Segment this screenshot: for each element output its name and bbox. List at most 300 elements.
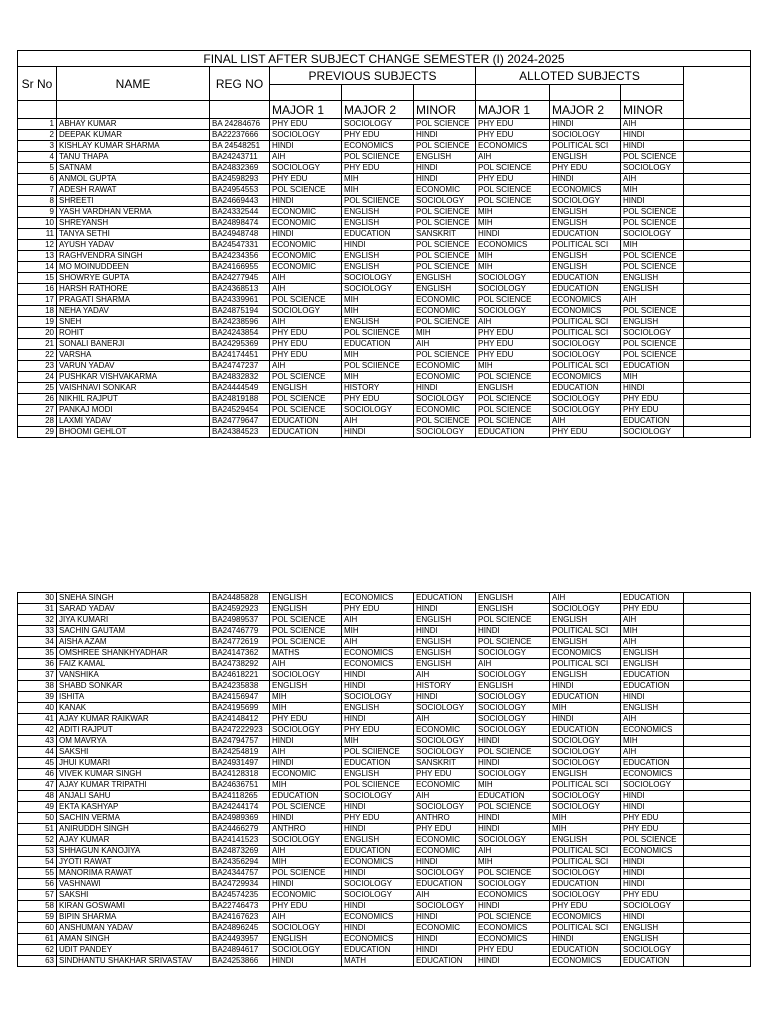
prev-minor-cell: SOCIOLOGY: [414, 703, 476, 714]
alloted-minor-cell: ECONOMICS: [621, 725, 684, 736]
blank-cell: [684, 879, 751, 890]
alloted-minor-cell: HINDI: [621, 912, 684, 923]
prev-major2-cell: SOCIOLOGY: [342, 119, 414, 130]
prev-major1-cell: PHY EDU: [270, 328, 342, 339]
blank-cell: [684, 119, 751, 130]
blank-cell: [684, 857, 751, 868]
table-row: [18, 846, 751, 857]
prev-minor-cell: SANSKRIT: [414, 758, 476, 769]
prev-minor-cell: EDUCATION: [414, 879, 476, 890]
reg-no-cell: BA 24548251: [210, 141, 270, 152]
reg-no-cell: BA24344757: [210, 868, 270, 879]
prev-major1-cell: POL SCIENCE: [270, 185, 342, 196]
alloted-minor-cell: ENGLISH: [621, 273, 684, 284]
alloted-major1-cell: POL SCIENCE: [476, 394, 550, 405]
prev-major1-cell: HINDI: [270, 956, 342, 967]
sr-no-cell: 42: [18, 725, 57, 736]
prev-major2-cell: ECONOMICS: [342, 912, 414, 923]
alloted-minor-cell: PHY EDU: [621, 394, 684, 405]
blank-cell: [684, 295, 751, 306]
blank-cell: [684, 240, 751, 251]
blank-cell: [57, 101, 210, 119]
alloted-major1-cell: PHY EDU: [476, 339, 550, 350]
alloted-major2-cell: POLITICAL SCI: [550, 846, 621, 857]
reg-no-cell: BA24779647: [210, 416, 270, 427]
blank-cell: [18, 101, 57, 119]
blank-cell: [684, 736, 751, 747]
alloted-major1-cell: EDUCATION: [476, 791, 550, 802]
alloted-minor-cell: MIH: [621, 626, 684, 637]
prev-major2-cell: ENGLISH: [342, 207, 414, 218]
prev-major1-cell: ENGLISH: [270, 593, 342, 604]
name-cell: AMAN SINGH: [57, 934, 210, 945]
name-cell: ANSHUMAN YADAV: [57, 923, 210, 934]
sr-no-cell: 49: [18, 802, 57, 813]
prev-major2-cell: HINDI: [342, 681, 414, 692]
reg-no-cell: BA24147362: [210, 648, 270, 659]
prev-major2-cell: MIH: [342, 736, 414, 747]
sr-no-cell: 37: [18, 670, 57, 681]
reg-no-cell: BA24174451: [210, 350, 270, 361]
alloted-major2-cell: POLITICAL SCI: [550, 780, 621, 791]
prev-minor-cell: HINDI: [414, 163, 476, 174]
alloted-major1-cell: SOCIOLOGY: [476, 769, 550, 780]
reg-no-cell: BA24485828: [210, 593, 270, 604]
name-cell: ANIRUDDH SINGH: [57, 824, 210, 835]
alloted-minor-cell: EDUCATION: [621, 758, 684, 769]
alloted-minor-cell: HINDI: [621, 130, 684, 141]
alloted-major1-cell: AIH: [476, 659, 550, 670]
blank-cell: [621, 85, 684, 101]
name-cell: SATNAM: [57, 163, 210, 174]
prev-major2-cell: PHY EDU: [342, 604, 414, 615]
name-cell: PRAGATI SHARMA: [57, 295, 210, 306]
prev-major2-cell: MIH: [342, 350, 414, 361]
sr-no-cell: 31: [18, 604, 57, 615]
table-row: [18, 703, 751, 714]
alloted-major1-cell: POL SCIENCE: [476, 372, 550, 383]
table-row: [18, 879, 751, 890]
prev-major1-cell: MIH: [270, 857, 342, 868]
table-row: [18, 835, 751, 846]
alloted-minor-cell: SOCIOLOGY: [621, 780, 684, 791]
alloted-minor-cell: AIH: [621, 747, 684, 758]
name-cell: KISHLAY KUMAR SHARMA: [57, 141, 210, 152]
name-cell: AISHA AZAM: [57, 637, 210, 648]
table-row: [18, 637, 751, 648]
prev-minor-cell: EDUCATION: [414, 956, 476, 967]
alloted-major1-cell: PHY EDU: [476, 130, 550, 141]
alloted-major2-cell: SOCIOLOGY: [550, 747, 621, 758]
header-name: NAME: [57, 67, 210, 101]
prev-minor-cell: ENGLISH: [414, 659, 476, 670]
alloted-major2-cell: POLITICAL SCI: [550, 240, 621, 251]
prev-major1-cell: MIH: [270, 692, 342, 703]
blank-cell: [210, 101, 270, 119]
prev-minor-cell: SOCIOLOGY: [414, 802, 476, 813]
alloted-minor-cell: MIH: [621, 372, 684, 383]
blank-cell: [684, 835, 751, 846]
blank-cell: [684, 185, 751, 196]
alloted-major2-cell: ENGLISH: [550, 207, 621, 218]
prev-major1-cell: ANTHRO: [270, 824, 342, 835]
table-row: [18, 295, 751, 306]
alloted-major2-cell: EDUCATION: [550, 383, 621, 394]
alloted-major2-cell: ENGLISH: [550, 670, 621, 681]
reg-no-cell: BA24592923: [210, 604, 270, 615]
prev-major2-cell: ENGLISH: [342, 703, 414, 714]
name-cell: EKTA KASHYAP: [57, 802, 210, 813]
reg-no-cell: BA24277945: [210, 273, 270, 284]
sr-no-cell: 43: [18, 736, 57, 747]
reg-no-cell: BA24989369: [210, 813, 270, 824]
blank-cell: [684, 196, 751, 207]
sr-no-cell: 19: [18, 317, 57, 328]
table-row: [18, 747, 751, 758]
blank-cell: [684, 130, 751, 141]
alloted-minor-cell: AIH: [621, 119, 684, 130]
alloted-major1-cell: ECONOMICS: [476, 923, 550, 934]
alloted-minor-cell: ENGLISH: [621, 648, 684, 659]
prev-major1-cell: AIH: [270, 747, 342, 758]
table-row: [18, 769, 751, 780]
alloted-major2-cell: POLITICAL SCI: [550, 141, 621, 152]
alloted-major2-cell: ECONOMICS: [550, 372, 621, 383]
alloted-major1-cell: HINDI: [476, 956, 550, 967]
alloted-minor-cell: POL SCIENCE: [621, 262, 684, 273]
header-prev-major2: MAJOR 2: [342, 101, 414, 119]
alloted-minor-cell: MIH: [621, 185, 684, 196]
blank-cell: [684, 692, 751, 703]
prev-major1-cell: AIH: [270, 317, 342, 328]
prev-minor-cell: SOCIOLOGY: [414, 736, 476, 747]
blank-cell: [684, 725, 751, 736]
alloted-major2-cell: ECONOMICS: [550, 912, 621, 923]
reg-no-cell: BA24954553: [210, 185, 270, 196]
blank-cell: [342, 85, 414, 101]
blank-cell: [684, 912, 751, 923]
sr-no-cell: 56: [18, 879, 57, 890]
alloted-major2-cell: EDUCATION: [550, 879, 621, 890]
alloted-minor-cell: POL SCIENCE: [621, 207, 684, 218]
prev-major2-cell: EDUCATION: [342, 339, 414, 350]
sr-no-cell: 52: [18, 835, 57, 846]
blank-cell: [684, 780, 751, 791]
alloted-major1-cell: POL SCIENCE: [476, 802, 550, 813]
prev-major1-cell: EDUCATION: [270, 416, 342, 427]
prev-minor-cell: POL SCIENCE: [414, 207, 476, 218]
prev-major2-cell: ENGLISH: [342, 262, 414, 273]
alloted-minor-cell: EDUCATION: [621, 593, 684, 604]
header-previous-subjects: PREVIOUS SUBJECTS: [270, 67, 476, 85]
prev-minor-cell: HISTORY: [414, 681, 476, 692]
sr-no-cell: 55: [18, 868, 57, 879]
name-cell: TANYA SETHI: [57, 229, 210, 240]
alloted-major2-cell: MIH: [550, 813, 621, 824]
prev-major2-cell: MIH: [342, 626, 414, 637]
reg-no-cell: BA24238596: [210, 317, 270, 328]
alloted-major1-cell: PHY EDU: [476, 119, 550, 130]
reg-no-cell: BA24368513: [210, 284, 270, 295]
sr-no-cell: 59: [18, 912, 57, 923]
prev-major2-cell: HINDI: [342, 901, 414, 912]
blank-cell: [684, 681, 751, 692]
sr-no-cell: 10: [18, 218, 57, 229]
prev-major1-cell: ECONOMIC: [270, 262, 342, 273]
reg-no-cell: BA24141523: [210, 835, 270, 846]
alloted-major2-cell: POLITICAL SCI: [550, 659, 621, 670]
reg-no-cell: BA24444549: [210, 383, 270, 394]
table-row: [18, 350, 751, 361]
prev-major1-cell: SOCIOLOGY: [270, 306, 342, 317]
prev-minor-cell: HINDI: [414, 383, 476, 394]
blank-cell: [684, 791, 751, 802]
blank-cell: [684, 956, 751, 967]
prev-major2-cell: AIH: [342, 615, 414, 626]
prev-major2-cell: ECONOMICS: [342, 593, 414, 604]
alloted-minor-cell: HINDI: [621, 791, 684, 802]
alloted-major2-cell: SOCIOLOGY: [550, 802, 621, 813]
alloted-major1-cell: ENGLISH: [476, 383, 550, 394]
name-cell: ANJALI SAHU: [57, 791, 210, 802]
sr-no-cell: 62: [18, 945, 57, 956]
prev-major2-cell: EDUCATION: [342, 229, 414, 240]
alloted-major1-cell: ENGLISH: [476, 604, 550, 615]
alloted-major2-cell: POLITICAL SCI: [550, 626, 621, 637]
name-cell: VARSHA: [57, 350, 210, 361]
prev-major2-cell: SOCIOLOGY: [342, 879, 414, 890]
prev-minor-cell: ECONOMIC: [414, 405, 476, 416]
header-prev-minor: MINOR: [414, 101, 476, 119]
alloted-major1-cell: SOCIOLOGY: [476, 670, 550, 681]
alloted-major1-cell: MIH: [476, 262, 550, 273]
alloted-major1-cell: MIH: [476, 857, 550, 868]
prev-major1-cell: ENGLISH: [270, 383, 342, 394]
table-row: [18, 857, 751, 868]
prev-major2-cell: HINDI: [342, 714, 414, 725]
sr-no-cell: 33: [18, 626, 57, 637]
alloted-major1-cell: POL SCIENCE: [476, 416, 550, 427]
alloted-major2-cell: ECONOMICS: [550, 306, 621, 317]
prev-major1-cell: SOCIOLOGY: [270, 670, 342, 681]
prev-major2-cell: AIH: [342, 416, 414, 427]
alloted-major1-cell: HINDI: [476, 626, 550, 637]
alloted-major2-cell: POLITICAL SCI: [550, 857, 621, 868]
reg-no-cell: BA24729934: [210, 879, 270, 890]
reg-no-cell: BA22746473: [210, 901, 270, 912]
alloted-major1-cell: SOCIOLOGY: [476, 306, 550, 317]
reg-no-cell: BA24466279: [210, 824, 270, 835]
sr-no-cell: 16: [18, 284, 57, 295]
name-cell: SHREETI: [57, 196, 210, 207]
sr-no-cell: 26: [18, 394, 57, 405]
alloted-minor-cell: SOCIOLOGY: [621, 945, 684, 956]
alloted-major1-cell: SOCIOLOGY: [476, 648, 550, 659]
alloted-major2-cell: EDUCATION: [550, 725, 621, 736]
prev-minor-cell: AIH: [414, 714, 476, 725]
name-cell: HARSH RATHORE: [57, 284, 210, 295]
sr-no-cell: 54: [18, 857, 57, 868]
prev-major2-cell: HINDI: [342, 868, 414, 879]
alloted-major1-cell: HINDI: [476, 813, 550, 824]
sr-no-cell: 25: [18, 383, 57, 394]
prev-minor-cell: PHY EDU: [414, 824, 476, 835]
prev-major1-cell: ECONOMIC: [270, 251, 342, 262]
name-cell: SNEH: [57, 317, 210, 328]
blank-cell: [684, 802, 751, 813]
blank-cell: [684, 637, 751, 648]
prev-minor-cell: ECONOMIC: [414, 780, 476, 791]
table-row: [18, 923, 751, 934]
prev-major1-cell: ENGLISH: [270, 934, 342, 945]
reg-no-cell: BA24894617: [210, 945, 270, 956]
blank-cell: [684, 284, 751, 295]
alloted-minor-cell: HINDI: [621, 802, 684, 813]
sr-no-cell: 35: [18, 648, 57, 659]
table-row: [18, 659, 751, 670]
blank-cell: [684, 703, 751, 714]
alloted-major2-cell: SOCIOLOGY: [550, 339, 621, 350]
name-cell: AJAY KUMAR TRIPATHI: [57, 780, 210, 791]
prev-major1-cell: PHY EDU: [270, 901, 342, 912]
table-row: [18, 372, 751, 383]
sr-no-cell: 8: [18, 196, 57, 207]
alloted-minor-cell: PHY EDU: [621, 604, 684, 615]
name-cell: YASH VARDHAN VERMA: [57, 207, 210, 218]
name-cell: JYOTI RAWAT: [57, 857, 210, 868]
reg-no-cell: BA24166955: [210, 262, 270, 273]
alloted-minor-cell: HINDI: [621, 196, 684, 207]
sr-no-cell: 30: [18, 593, 57, 604]
blank-cell: [684, 207, 751, 218]
alloted-major2-cell: POLITICAL SCI: [550, 317, 621, 328]
alloted-minor-cell: AIH: [621, 174, 684, 185]
header-prev-major1: MAJOR 1: [270, 101, 342, 119]
reg-no-cell: BA24235838: [210, 681, 270, 692]
alloted-minor-cell: POL SCIENCE: [621, 835, 684, 846]
alloted-major2-cell: SOCIOLOGY: [550, 868, 621, 879]
prev-minor-cell: ECONOMIC: [414, 295, 476, 306]
prev-major1-cell: HINDI: [270, 813, 342, 824]
alloted-major2-cell: AIH: [550, 416, 621, 427]
name-cell: OMSHREE SHANKHYADHAR: [57, 648, 210, 659]
sr-no-cell: 48: [18, 791, 57, 802]
name-cell: AJAY KUMAR RAIKWAR: [57, 714, 210, 725]
blank-cell: [684, 923, 751, 934]
name-cell: VIVEK KUMAR SINGH: [57, 769, 210, 780]
prev-major1-cell: HINDI: [270, 141, 342, 152]
alloted-minor-cell: AIH: [621, 615, 684, 626]
name-cell: SHABD SONKAR: [57, 681, 210, 692]
alloted-major1-cell: SOCIOLOGY: [476, 879, 550, 890]
sr-no-cell: 21: [18, 339, 57, 350]
alloted-minor-cell: EDUCATION: [621, 416, 684, 427]
name-cell: SACHIN GAUTAM: [57, 626, 210, 637]
table-row: [18, 240, 751, 251]
alloted-minor-cell: SOCIOLOGY: [621, 229, 684, 240]
name-cell: JIYA KUMARI: [57, 615, 210, 626]
alloted-major2-cell: MIH: [550, 703, 621, 714]
prev-minor-cell: ECONOMIC: [414, 372, 476, 383]
prev-major2-cell: EDUCATION: [342, 846, 414, 857]
reg-no-cell: BA24747237: [210, 361, 270, 372]
table-row: [18, 427, 751, 438]
prev-major2-cell: HISTORY: [342, 383, 414, 394]
prev-major2-cell: PHY EDU: [342, 813, 414, 824]
blank-cell: [270, 85, 342, 101]
alloted-major2-cell: ECONOMICS: [550, 648, 621, 659]
name-cell: AJAY KUMAR: [57, 835, 210, 846]
sr-no-cell: 46: [18, 769, 57, 780]
blank-cell: [684, 813, 751, 824]
alloted-minor-cell: ENGLISH: [621, 284, 684, 295]
name-cell: NIKHIL RAJPUT: [57, 394, 210, 405]
header-alloted-minor: MINOR: [621, 101, 684, 119]
alloted-major2-cell: ECONOMICS: [550, 185, 621, 196]
sr-no-cell: 1: [18, 119, 57, 130]
name-cell: KIRAN GOSWAMI: [57, 901, 210, 912]
prev-minor-cell: ECONOMIC: [414, 835, 476, 846]
alloted-major1-cell: POL SCIENCE: [476, 615, 550, 626]
table-row: [18, 416, 751, 427]
name-cell: SAKSHI: [57, 890, 210, 901]
reg-no-cell: BA24156947: [210, 692, 270, 703]
alloted-major1-cell: POL SCIENCE: [476, 295, 550, 306]
blank-cell: [684, 846, 751, 857]
name-cell: VARUN YADAV: [57, 361, 210, 372]
name-cell: RAGHVENDRA SINGH: [57, 251, 210, 262]
sr-no-cell: 6: [18, 174, 57, 185]
alloted-major2-cell: ENGLISH: [550, 835, 621, 846]
prev-major1-cell: AIH: [270, 912, 342, 923]
prev-major1-cell: ECONOMIC: [270, 207, 342, 218]
table-row: [18, 648, 751, 659]
alloted-minor-cell: SOCIOLOGY: [621, 901, 684, 912]
blank-cell: [684, 163, 751, 174]
prev-minor-cell: ECONOMIC: [414, 361, 476, 372]
prev-major2-cell: POL SCIIENCE: [342, 328, 414, 339]
table-row: [18, 736, 751, 747]
reg-no-cell: BA24118265: [210, 791, 270, 802]
name-cell: SHHAGUN KANOJIYA: [57, 846, 210, 857]
prev-minor-cell: SOCIOLOGY: [414, 196, 476, 207]
reg-no-cell: BA24254819: [210, 747, 270, 758]
header-reg-no: REG NO: [210, 67, 270, 101]
name-cell: FAIZ KAMAL: [57, 659, 210, 670]
table-row: [18, 681, 751, 692]
sr-no-cell: 24: [18, 372, 57, 383]
alloted-major2-cell: ENGLISH: [550, 152, 621, 163]
alloted-major1-cell: ENGLISH: [476, 593, 550, 604]
table-row: [18, 163, 751, 174]
prev-minor-cell: SOCIOLOGY: [414, 427, 476, 438]
prev-major2-cell: MATH: [342, 956, 414, 967]
sr-no-cell: 32: [18, 615, 57, 626]
name-cell: SHOWRYE GUPTA: [57, 273, 210, 284]
blank-cell: [684, 758, 751, 769]
table-row: [18, 339, 751, 350]
name-cell: SONALI BANERJI: [57, 339, 210, 350]
prev-major2-cell: HINDI: [342, 802, 414, 813]
alloted-major1-cell: POL SCIENCE: [476, 185, 550, 196]
blank-cell: [684, 372, 751, 383]
alloted-minor-cell: MIH: [621, 240, 684, 251]
prev-minor-cell: ECONOMIC: [414, 725, 476, 736]
prev-major1-cell: PHY EDU: [270, 714, 342, 725]
name-cell: NEHA YADAV: [57, 306, 210, 317]
blank-cell: [684, 328, 751, 339]
prev-minor-cell: POL SCIENCE: [414, 240, 476, 251]
